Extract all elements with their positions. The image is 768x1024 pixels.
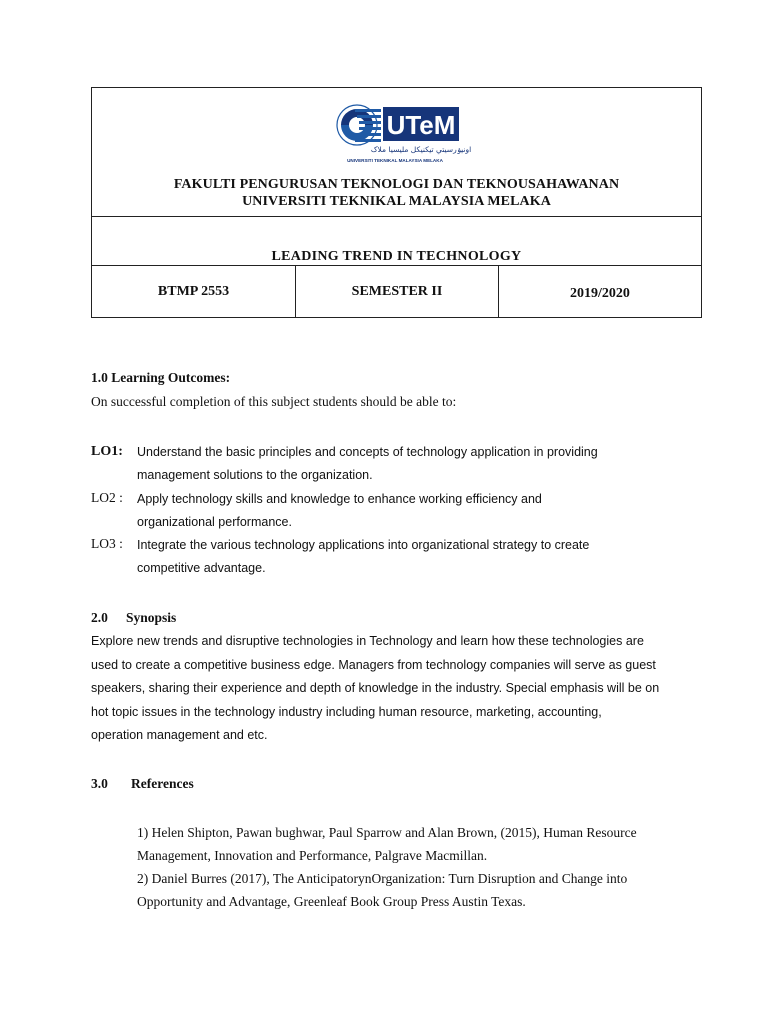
semester: SEMESTER II xyxy=(296,266,499,318)
synopsis-heading: Synopsis xyxy=(126,610,177,625)
synopsis-line: speakers, sharing their experience and depth of knowledge in the industry. Special emphasis will be on xyxy=(91,681,660,695)
lo-line: management solutions to the organization. xyxy=(137,468,373,482)
reference-item xyxy=(137,867,697,913)
synopsis-line: operation management and etc. xyxy=(91,728,268,742)
synopsis-line: hot topic issues in the technology industry including human resource, marketing, accounting, xyxy=(91,704,602,719)
lo-line: Apply technology skills and knowledge to enhance working efficiency and xyxy=(137,492,542,506)
lo-label: LO3 : xyxy=(91,536,123,551)
faculty-line-1: FAKULTI PENGURUSAN TEKNOLOGI DAN TEKNOUSAHAWANAN xyxy=(173,177,620,192)
reference-list xyxy=(137,821,697,913)
header-row-course-info xyxy=(92,266,701,318)
lo-text xyxy=(137,534,657,580)
header-row-course-title xyxy=(92,217,701,266)
logo-arabic-tagline: اونيۏرسيتي تيکنيکل مليسيا ملاک xyxy=(370,145,472,154)
session-year: 2019/2020 xyxy=(570,286,630,301)
references-number: 3.0 xyxy=(91,776,108,791)
reference-line: Management, Innovation and Performance, Palgrave Macmillan. xyxy=(137,848,488,863)
learning-outcomes-intro: On successful completion of this subject students should be able to: xyxy=(91,394,457,409)
faculty-name xyxy=(92,176,701,210)
synopsis-line: used to create a competitive business edge. Managers from technology companies will serve as guest xyxy=(91,657,656,672)
utem-logo-icon xyxy=(335,103,472,165)
course-header-table xyxy=(91,87,702,318)
reference-line: 1) Helen Shipton, Pawan bughwar, Paul Sparrow and Alan Brown, (2015), Human Resource xyxy=(137,825,637,840)
lo-label: LO2 : xyxy=(91,490,123,505)
lo-text xyxy=(137,441,657,487)
learning-outcomes-heading: 1.0 Learning Outcomes: xyxy=(91,370,231,385)
synopsis-number: 2.0 xyxy=(91,610,108,625)
course-title: LEADING TREND IN TECHNOLOGY xyxy=(271,249,522,264)
logo-wordmark: UTeM xyxy=(386,110,456,140)
lo-line: Integrate the various technology applications into organizational strategy to create xyxy=(137,538,590,552)
synopsis-line: Explore new trends and disruptive technologies in Technology and learn how these technologies are xyxy=(91,634,644,648)
lo-line: Understand the basic principles and concepts of technology application in providing xyxy=(137,445,598,459)
lo-line: organizational performance. xyxy=(137,515,292,529)
reference-line: Opportunity and Advantage, Greenleaf Book Group Press Austin Texas. xyxy=(137,894,526,909)
course-code: BTMP 2553 xyxy=(92,266,296,318)
reference-item xyxy=(137,821,697,867)
references-heading: References xyxy=(131,776,194,791)
lo-line: competitive advantage. xyxy=(137,561,266,575)
lo-text xyxy=(137,488,657,534)
logo-tagline: UNIVERSITI TEKNIKAL MALAYSIA MELAKA xyxy=(347,158,443,163)
faculty-line-2: UNIVERSITI TEKNIKAL MALAYSIA MELAKA xyxy=(242,194,551,209)
reference-line: 2) Daniel Burres (2017), The AnticipatorynOrganization: Turn Disruption and Change into xyxy=(137,871,628,886)
synopsis-body xyxy=(91,630,676,748)
header-row-university xyxy=(92,88,701,217)
lo-label: LO1: xyxy=(91,444,123,459)
